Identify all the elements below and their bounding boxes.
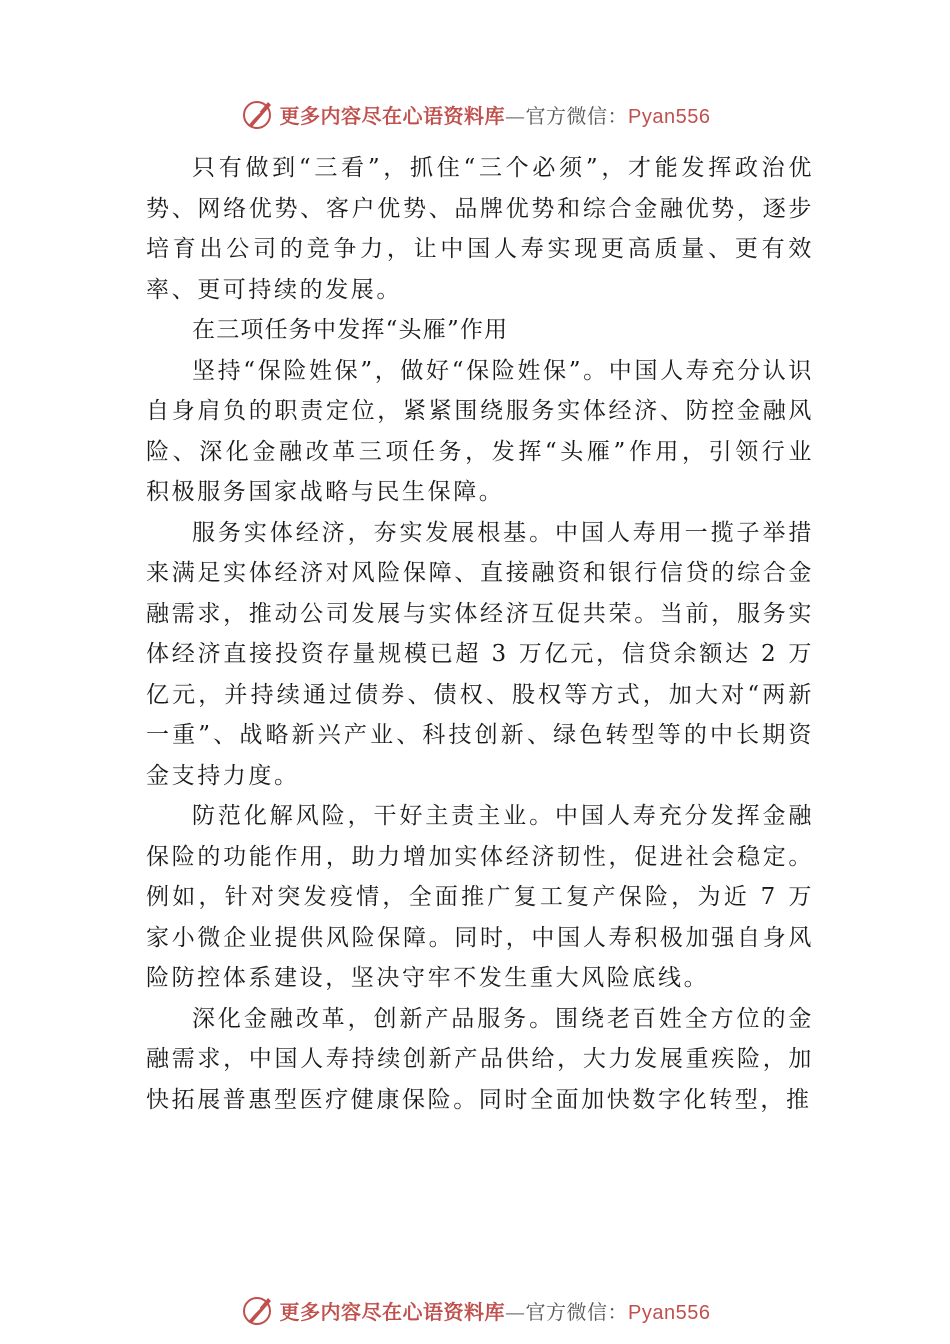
banner-text	[280, 100, 711, 129]
banner-site-name: 更多内容尽在心语资料库	[279, 1299, 506, 1324]
paragraph-1: 只有做到“三看”，抓住“三个必须”，才能发挥政治优势、网络优势、客户优势、品牌优势和综合金融优势，逐步培育出公司的竞争力，让中国人寿实现更高质量、更有效率、更可持续的发展。	[146, 155, 814, 303]
section-heading: 在三项任务中发挥“头雁”作用	[192, 317, 509, 343]
banner-wechat-id: Pyan556	[628, 105, 711, 128]
paragraph-5: 深化金融改革，创新产品服务。围绕老百姓全方位的金融需求，中国人寿持续创新产品供给，大力发展重疾险，加快拓展普惠型医疗健康保险。同时全面加快数字化转型，推	[146, 1005, 814, 1113]
quill-pen-logo-icon	[240, 96, 276, 132]
banner-site-name: 更多内容尽在心语资料库	[279, 103, 506, 128]
banner-text	[280, 1296, 711, 1325]
banner-separator: —	[505, 1299, 526, 1324]
banner-wechat-label: 官方微信：	[525, 1299, 629, 1324]
paragraph-3: 服务实体经济，夯实发展根基。中国人寿用一揽子举措来满足实体经济对风险保障、直接融资和银行信贷的综合金融需求，推动公司发展与实体经济互促共荣。当前，服务实体经济直接投资存量规模已超 3 万亿元，信贷余额达 2 万亿元，并持续通过债券、债权、股权等方式，加大对“两新一重”、战略新兴产业、科技创新、绿色转型等的中长期资金支持力度。	[146, 519, 814, 789]
header-banner	[0, 94, 950, 134]
footer-banner	[0, 1290, 950, 1330]
banner-separator: —	[505, 103, 526, 128]
quill-pen-logo-icon	[240, 1292, 276, 1328]
document-body	[146, 148, 814, 1120]
paragraph-4: 防范化解风险，干好主责主业。中国人寿充分发挥金融保险的功能作用，助力增加实体经济韧性，促进社会稳定。 例如，针对突发疫情，全面推广复工复产保险，为近 7 万家小微企业提供风险保障。同时，中国人寿积极加强自身风险防控体系建设，坚决守牢不发生重大风险底线。	[146, 803, 814, 991]
paragraph-2: 坚持“保险姓保”，做好“保险姓保”。中国人寿充分认识自身肩负的职责定位，紧紧围绕服务实体经济、防控金融风险、深化金融改革三项任务，发挥“头雁”作用，引领行业积极服务国家战略与民生保障。	[146, 357, 814, 505]
banner-wechat-id: Pyan556	[628, 1301, 711, 1324]
banner-wechat-label: 官方微信：	[525, 103, 629, 128]
